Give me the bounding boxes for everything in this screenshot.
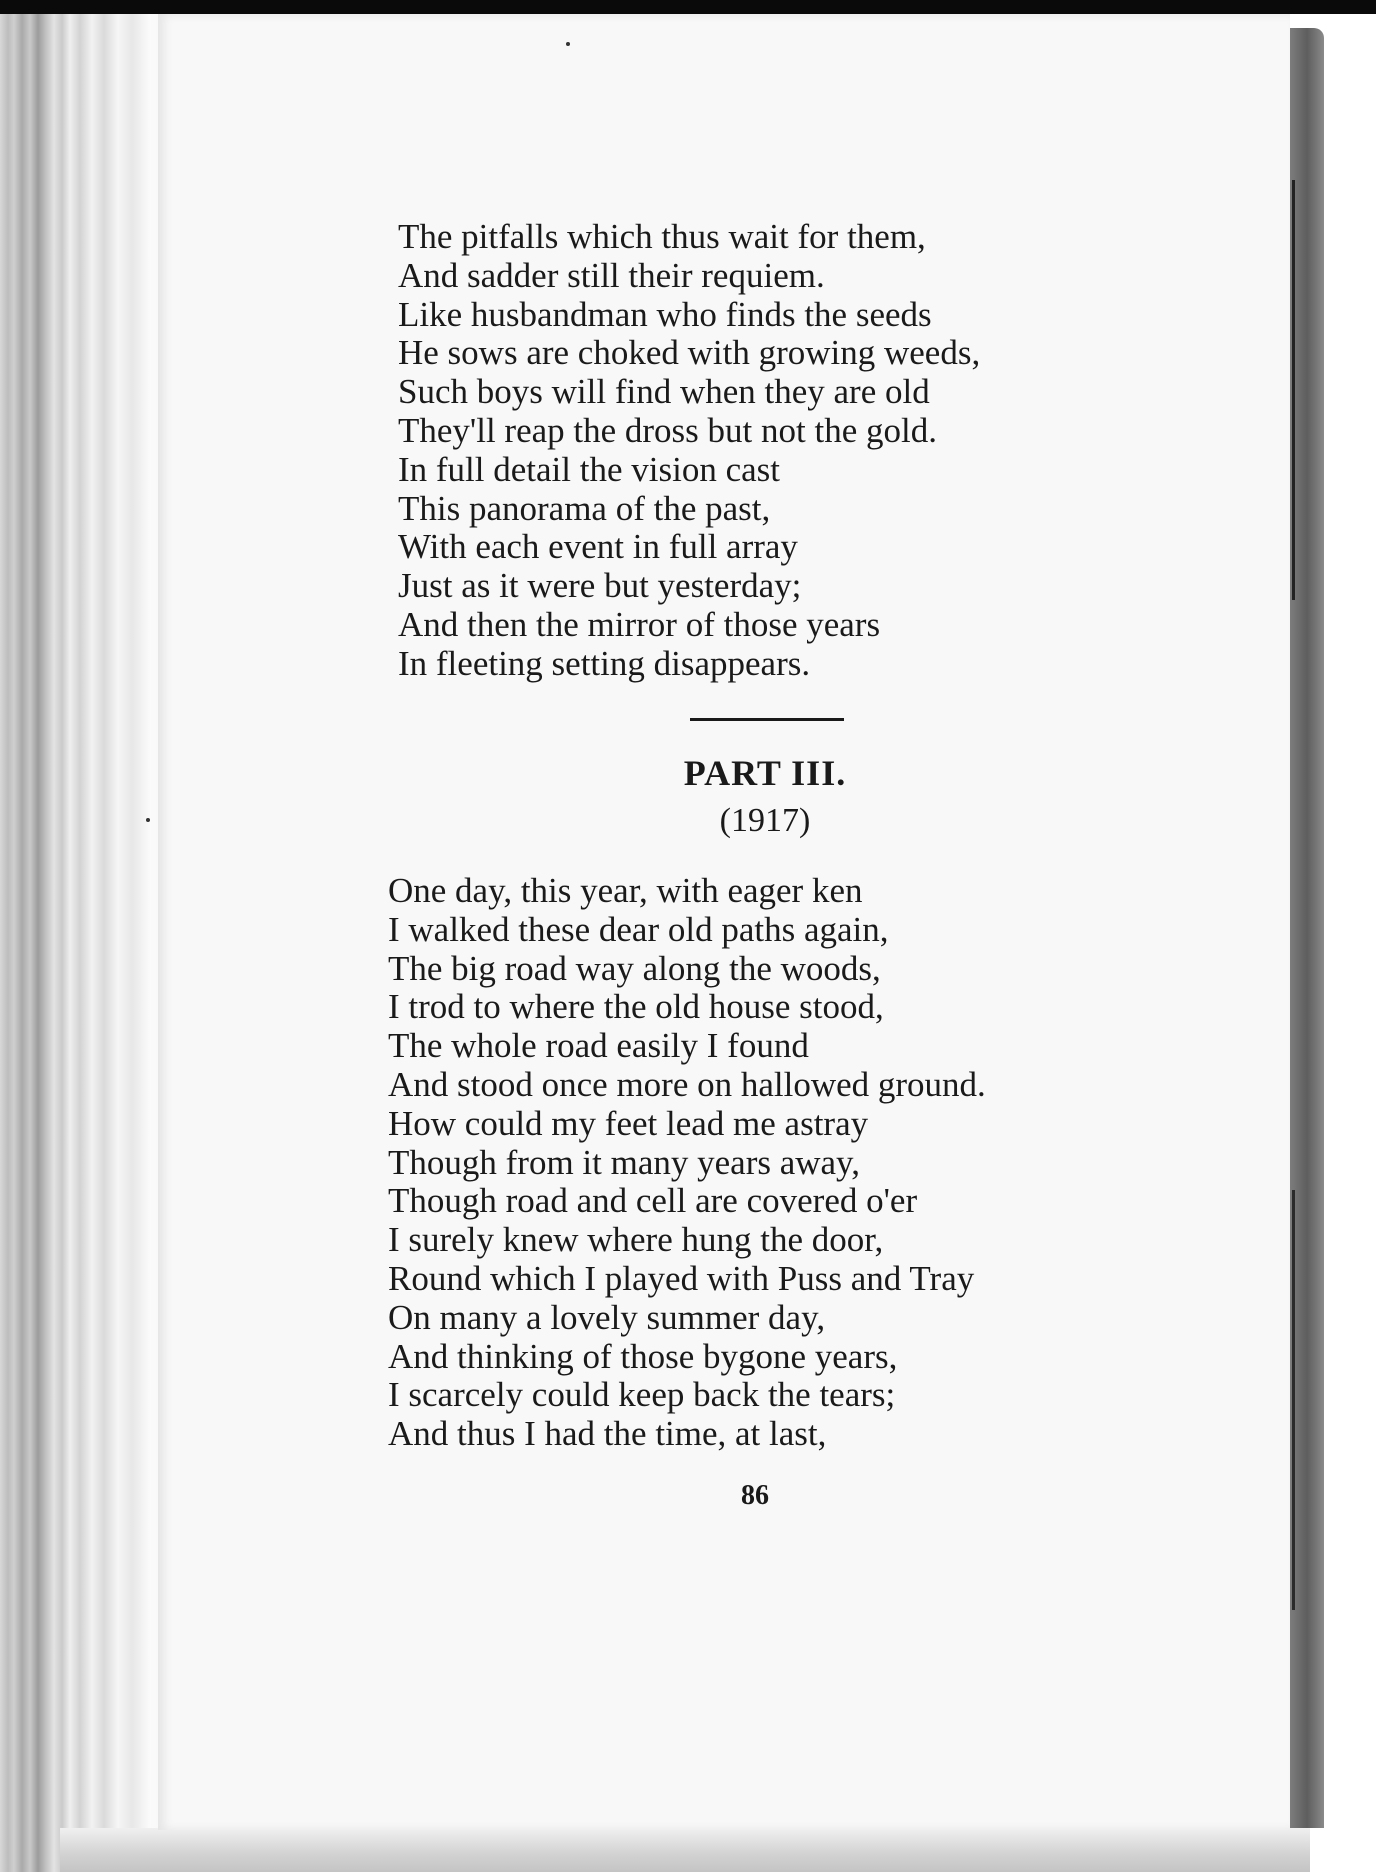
verse-line: Like husbandman who finds the seeds (398, 294, 932, 334)
fore-edge-crease (1292, 180, 1295, 600)
verse-line: Such boys will find when they are old (398, 372, 930, 412)
verse-line: One day, this year, with eager ken (388, 871, 863, 910)
book-right-fore-edge (1290, 28, 1324, 1828)
speck (566, 42, 570, 46)
verse-line: On many a lovely summer day, (388, 1297, 826, 1337)
verse-line: And thus I had the time, at last, (388, 1414, 827, 1454)
verse-line: He sows are choked with growing weeds, (398, 333, 981, 373)
section-year: (1917) (719, 802, 811, 839)
verse-line: And sadder still their requiem. (398, 255, 825, 295)
verse-line: Though road and cell are covered o'er (388, 1181, 918, 1221)
verse-line: I trod to where the old house stood, (388, 987, 884, 1027)
verse-line: Though from it many years away, (388, 1142, 861, 1182)
verse-line: And stood once more on hallowed ground. (388, 1064, 986, 1104)
verse-line: This panorama of the past, (398, 488, 771, 528)
fore-edge-crease-lower (1292, 1190, 1295, 1610)
speck (146, 818, 150, 822)
stanza-one (398, 218, 1198, 684)
verse-line: With each event in full array (398, 527, 798, 567)
verse-line: And then the mirror of those years (398, 604, 881, 644)
verse-line: The big road way along the woods, (388, 948, 881, 988)
scan-top-border (0, 0, 1376, 14)
verse-line: The pitfalls which thus wait for them, (398, 217, 926, 256)
verse-line: I surely knew where hung the door, (388, 1220, 884, 1260)
verse-line: I scarcely could keep back the tears; (388, 1375, 896, 1415)
verse-line: How could my feet lead me astray (388, 1103, 869, 1143)
verse-line: In full detail the vision cast (398, 449, 780, 489)
section-divider (690, 718, 844, 721)
verse-line: Just as it were but yesterday; (398, 566, 802, 606)
verse-line: Round which I played with Puss and Tray (388, 1258, 975, 1298)
verse-line: And thinking of those bygone years, (388, 1336, 898, 1376)
stanza-two (388, 872, 1188, 1454)
verse-line: They'll reap the dross but not the gold. (398, 410, 937, 450)
section-title: PART III. (683, 753, 847, 793)
page-number: 86 (741, 1480, 769, 1511)
verse-line: In fleeting setting disappears. (398, 643, 811, 683)
book-bottom-edge (60, 1828, 1310, 1872)
verse-line: I walked these dear old paths again, (388, 909, 889, 949)
book-left-page-edges (0, 14, 175, 1872)
verse-line: The whole road easily I found (388, 1026, 809, 1066)
